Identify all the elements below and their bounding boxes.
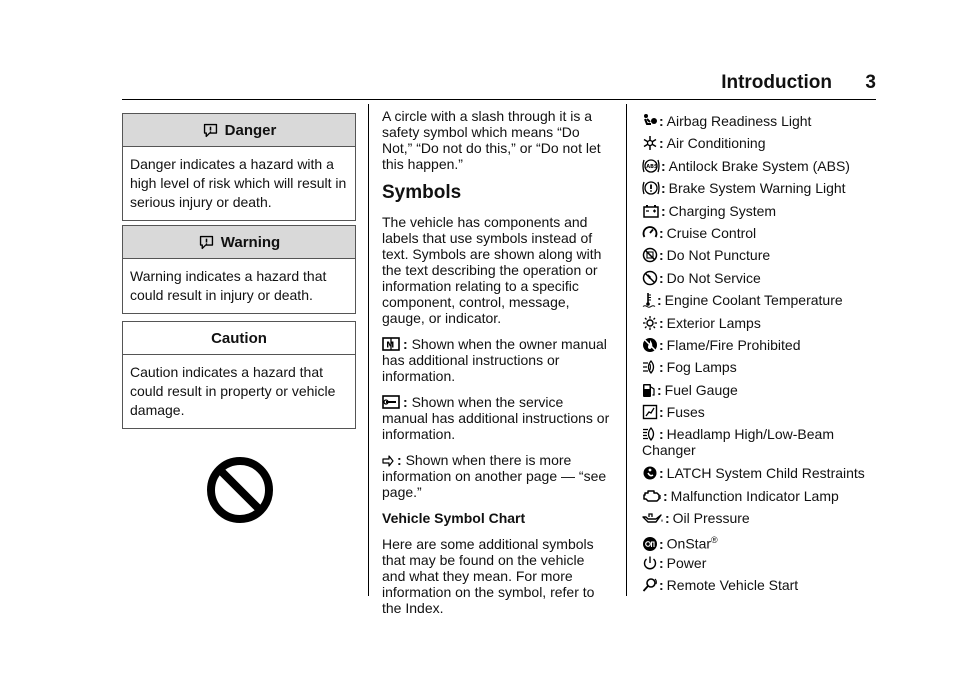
vehicle-symbol-chart-text: Here are some additional symbols that may be found on the vehicle and what they mean. For more information on the symbol, refer to the Index. — [382, 536, 595, 616]
power-icon — [642, 555, 658, 571]
do-not-puncture-icon — [642, 247, 658, 263]
page-number: 3 — [865, 72, 876, 93]
list-item: ABS : Antilock Brake System (ABS) — [642, 158, 882, 180]
headlamp-beam-icon — [642, 426, 658, 442]
fog-lamp-icon — [642, 359, 658, 375]
service-manual-note: : Shown when the service manual has additional instructions or information. — [382, 394, 610, 442]
middle-column — [382, 108, 610, 626]
list-item: : LATCH System Child Restraints — [642, 465, 882, 487]
list-item: : Fuses — [642, 404, 882, 426]
warning-box — [122, 225, 356, 314]
airbag-icon — [642, 113, 658, 129]
flame-prohibited-icon — [642, 337, 658, 353]
warning-text: Warning indicates a hazard that could result in injury or death. — [130, 268, 327, 303]
list-item: : Engine Coolant Temperature — [642, 292, 882, 314]
list-item: : Fuel Gauge — [642, 382, 882, 404]
vehicle-symbol-chart-heading: Vehicle Symbol Chart — [382, 510, 526, 526]
caution-label: Caution — [211, 329, 267, 347]
warning-label: Warning — [220, 233, 281, 251]
header-divider — [122, 99, 876, 100]
list-item: : Do Not Service — [642, 270, 882, 292]
air-conditioning-icon — [642, 135, 658, 151]
list-item: : Airbag Readiness Light — [642, 113, 882, 135]
list-item: : Cruise Control — [642, 225, 882, 247]
fuel-gauge-icon — [642, 382, 656, 398]
caution-symbol-icon — [198, 234, 215, 251]
see-page-note: : Shown when there is more information on another page — “see page.” — [382, 452, 607, 500]
prohibition-icon — [205, 455, 275, 525]
page-title: Introduction — [721, 72, 832, 93]
see-page-arrow-icon — [382, 454, 394, 468]
owner-manual-icon — [382, 336, 400, 352]
column-divider — [626, 104, 627, 596]
latch-icon — [642, 465, 658, 481]
caution-header — [123, 322, 355, 355]
battery-icon — [642, 203, 660, 219]
brake-warning-icon — [642, 180, 660, 196]
fuse-icon — [642, 404, 658, 420]
danger-text: Danger indicates a hazard with a high level of risk which will result in serious injury or death. — [130, 156, 347, 210]
caution-symbol-icon — [202, 122, 219, 139]
list-item: : Brake System Warning Light — [642, 180, 882, 202]
coolant-temp-icon — [642, 292, 656, 308]
list-item: : Remote Vehicle Start — [642, 577, 882, 599]
list-item: : OnStar® — [642, 532, 882, 554]
abs-icon — [642, 158, 660, 174]
page-header — [122, 72, 876, 98]
list-item: : Headlamp High/Low-Beam Changer — [642, 426, 834, 459]
remote-start-icon — [642, 577, 658, 593]
symbol-list — [642, 113, 882, 600]
symbols-heading: Symbols — [382, 182, 462, 203]
symbols-description: The vehicle has components and labels that use symbols instead of text. Symbols are shown along with the text describing the operation or information relating to a specific component, control, message, gauge, or indicator. — [382, 214, 602, 326]
owner-manual-note: M : Shown when the owner manual has additional instructions or information. — [382, 336, 607, 384]
danger-box — [122, 113, 356, 221]
list-item: : Do Not Puncture — [642, 247, 882, 269]
danger-label: Danger — [224, 121, 277, 139]
list-item: : Oil Pressure — [642, 510, 882, 532]
do-not-description: A circle with a slash through it is a safety symbol which means “Do Not,” “Do not do this,” or “Do not let this happen.” — [382, 108, 601, 172]
svg-text:ABS: ABS — [646, 163, 658, 170]
column-divider — [368, 104, 369, 596]
cruise-control-icon — [642, 225, 658, 241]
list-item: : Flame/Fire Prohibited — [642, 337, 882, 359]
list-item: : Charging System — [642, 203, 882, 225]
oil-pressure-icon — [642, 510, 664, 526]
do-not-service-icon — [642, 270, 658, 286]
list-item: : Air Conditioning — [642, 135, 882, 157]
caution-box — [122, 321, 356, 429]
warning-header — [123, 226, 355, 259]
onstar-icon — [642, 536, 658, 552]
check-engine-icon — [642, 488, 662, 504]
list-item: : Fog Lamps — [642, 359, 882, 381]
svg-text:M: M — [386, 340, 395, 350]
service-manual-icon — [382, 394, 400, 410]
caution-text: Caution indicates a hazard that could result in property or vehicle damage. — [130, 364, 336, 418]
danger-header — [123, 114, 355, 147]
exterior-lamps-icon — [642, 315, 658, 331]
list-item: : Power — [642, 555, 882, 577]
list-item: : Malfunction Indicator Lamp — [642, 488, 882, 510]
list-item: : Exterior Lamps — [642, 315, 882, 337]
